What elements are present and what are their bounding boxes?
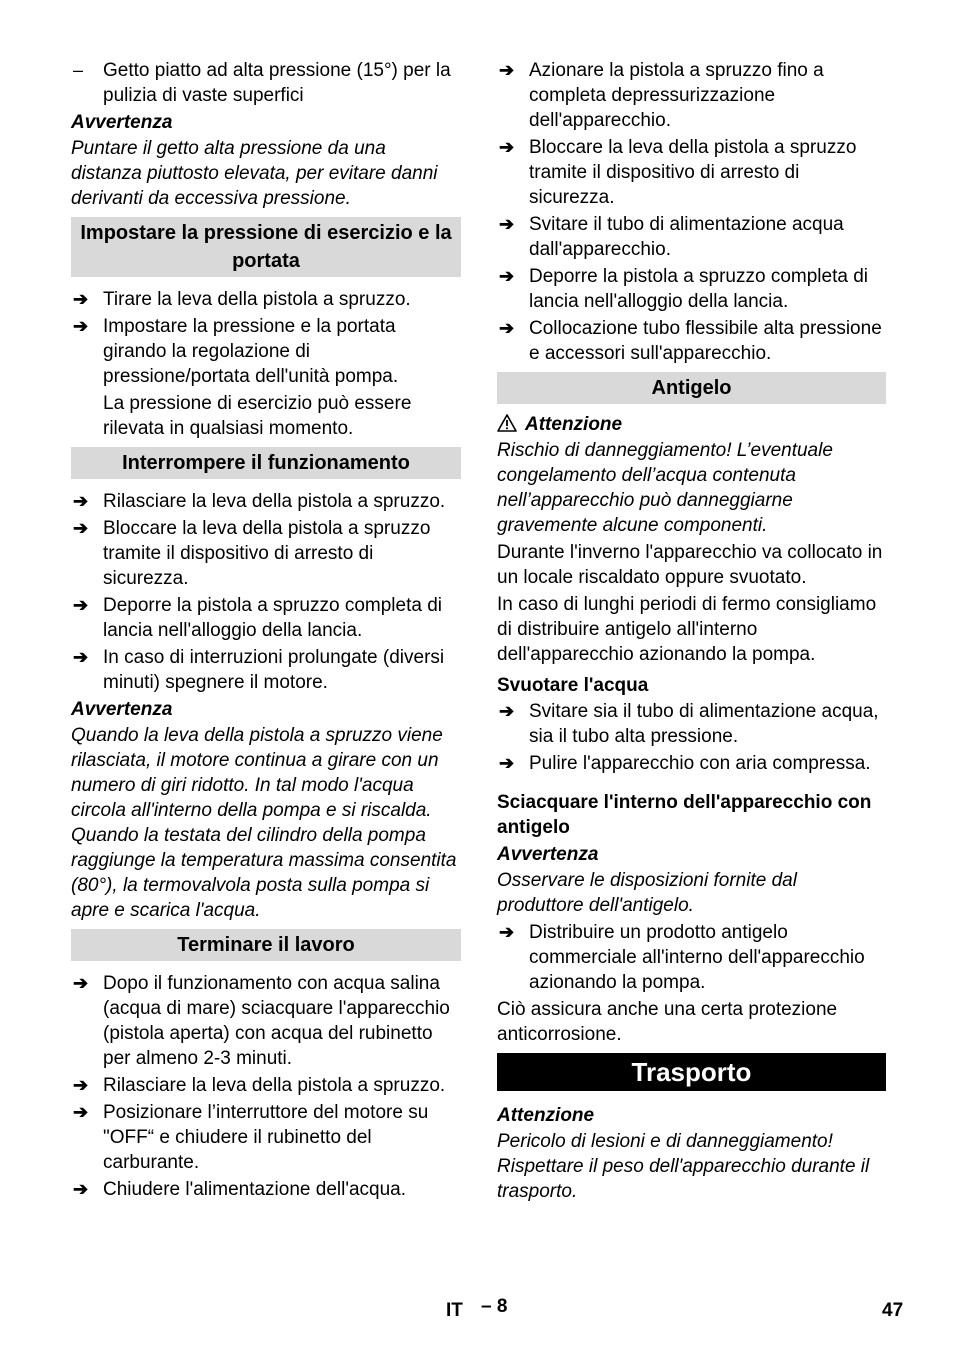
dash-icon: –: [73, 60, 84, 80]
arrow-right-icon: ➔: [499, 137, 515, 157]
list-item: ➔ Rilasciare la leva della pistola a spruzzo.: [73, 1075, 446, 1096]
arrow-right-icon: ➔: [73, 518, 89, 538]
subheading: Sciacquare l'interno dell'apparecchio con antigelo: [497, 792, 872, 838]
list-item: ➔ Bloccare la leva della pistola a spruzzo tramite il dispositivo di arresto di sicurezza.: [499, 137, 857, 208]
note-label: Avvertenza: [71, 112, 173, 133]
arrow-right-icon: ➔: [73, 1179, 89, 1199]
note-label: Avvertenza: [71, 699, 173, 720]
attention-text: Pericolo di lesioni e di danneggiamento! Rispettare il peso dell'apparecchio durante il trasporto.: [497, 1131, 870, 1202]
arrow-right-icon: ➔: [499, 60, 515, 80]
arrow-right-icon: ➔: [499, 701, 515, 721]
arrow-right-icon: ➔: [73, 647, 89, 667]
left-column: [71, 58, 461, 1204]
note-text: Quando la leva della pistola a spruzzo viene rilasciata, il motore continua a girare con un numero di giri ridotto. In tal modo l'acqua circola all'interno della pompa e si riscalda. Quando la testata del cilindro della pompa raggiunge la temperatura massima consentita (80°), la termovalvola posta sulla pompa si apre e scarica l'acqua.: [71, 725, 457, 921]
list-item: ➔ Pulire l'apparecchio con aria compressa.: [499, 753, 871, 774]
arrow-right-icon: ➔: [499, 318, 515, 338]
list-item: ➔ Deporre la pistola a spruzzo completa di lancia nell'alloggio della lancia.: [73, 595, 443, 641]
arrow-right-icon: ➔: [73, 595, 89, 615]
arrow-right-icon: ➔: [499, 922, 515, 942]
list-item: ➔ Distribuire un prodotto antigelo commerciale all'interno dell'apparecchio azionando la pompa.: [499, 922, 865, 993]
section-heading: Interrompere il funzionamento: [71, 447, 461, 479]
section-heading: Impostare la pressione di esercizio e la portata: [71, 217, 461, 277]
list-item: ➔ Dopo il funzionamento con acqua salina (acqua di mare) sciacquare l'apparecchio (pistola aperta) con acqua del rubinetto per almeno 2-3 minuti.: [73, 973, 450, 1069]
list-item: ➔ Impostare la pressione e la portata girando la regolazione di pressione/portata dell'unità pompa.: [73, 316, 399, 387]
list-item: ➔ Svitare sia il tubo di alimentazione acqua, sia il tubo alta pressione.: [499, 701, 879, 747]
attention-label: Attenzione: [497, 414, 886, 436]
note-text: Puntare il getto alta pressione da una distanza piuttosto elevata, per evitare danni derivanti da eccessiva pressione.: [71, 138, 438, 209]
list-item: ➔ Posizionare l’interruttore del motore su "OFF“ e chiudere il rubinetto del carburante.: [73, 1102, 429, 1173]
list-item: ➔ Collocazione tubo flessibile alta pressione e accessori sull'apparecchio.: [499, 318, 882, 364]
list-item: ➔ Chiudere l'alimentazione dell'acqua.: [73, 1179, 406, 1200]
arrow-right-icon: ➔: [73, 491, 89, 511]
arrow-right-icon: ➔: [73, 973, 89, 993]
right-column: [497, 58, 886, 1206]
list-item: ➔ Azionare la pistola a spruzzo fino a completa depressurizzazione dell'apparecchio.: [499, 60, 824, 131]
language-code: IT: [446, 1300, 463, 1321]
list-item: ➔ In caso di interruzioni prolungate (diversi minuti) spegnere il motore.: [73, 647, 445, 693]
arrow-right-icon: ➔: [73, 289, 89, 309]
paragraph: In caso di lunghi periodi di fermo consigliamo di distribuire antigelo all'interno dell'apparecchio azionando la pompa.: [497, 594, 877, 665]
arrow-right-icon: ➔: [73, 1102, 89, 1122]
page-footer: [0, 1296, 954, 1326]
section-heading: Terminare il lavoro: [71, 929, 461, 961]
attention-text: Rischio di danneggiamento! L’eventuale congelamento dell’acqua contenuta nell’apparecchio può danneggiarne gravemente alcune componenti.: [497, 440, 833, 536]
arrow-right-icon: ➔: [499, 753, 515, 773]
arrow-right-icon: ➔: [73, 1075, 89, 1095]
chapter-heading: Trasporto: [497, 1053, 886, 1091]
page-number: 47: [882, 1300, 904, 1321]
subheading: Svuotare l'acqua: [497, 675, 649, 696]
list-item: ➔ Bloccare la leva della pistola a spruzzo tramite il dispositivo di arresto di sicurezza.: [73, 518, 431, 589]
arrow-right-icon: ➔: [73, 316, 89, 336]
note-text: Osservare le disposizioni fornite dal produttore dell'antigelo.: [497, 870, 797, 916]
paragraph: Ciò assicura anche una certa protezione anticorrosione.: [497, 999, 838, 1045]
step-note: La pressione di esercizio può essere rilevata in qualsiasi momento.: [103, 393, 412, 439]
list-item: – Getto piatto ad alta pressione (15°) per la pulizia di vaste superfici: [73, 60, 451, 106]
attention-label: Attenzione: [497, 1105, 595, 1126]
list-item: ➔ Deporre la pistola a spruzzo completa di lancia nell'alloggio della lancia.: [499, 266, 869, 312]
list-item: ➔ Rilasciare la leva della pistola a spruzzo.: [73, 491, 446, 512]
warning-triangle-icon: [497, 414, 517, 432]
section-page: – 8: [481, 1296, 508, 1317]
arrow-right-icon: ➔: [499, 214, 515, 234]
note-label: Avvertenza: [497, 844, 599, 865]
arrow-right-icon: ➔: [499, 266, 515, 286]
list-item: ➔ Tirare la leva della pistola a spruzzo.: [73, 289, 411, 310]
paragraph: Durante l'inverno l'apparecchio va collocato in un locale riscaldato oppure svuotato.: [497, 542, 883, 588]
section-heading: Antigelo: [497, 372, 886, 404]
list-item: ➔ Svitare il tubo di alimentazione acqua dall'apparecchio.: [499, 214, 844, 260]
